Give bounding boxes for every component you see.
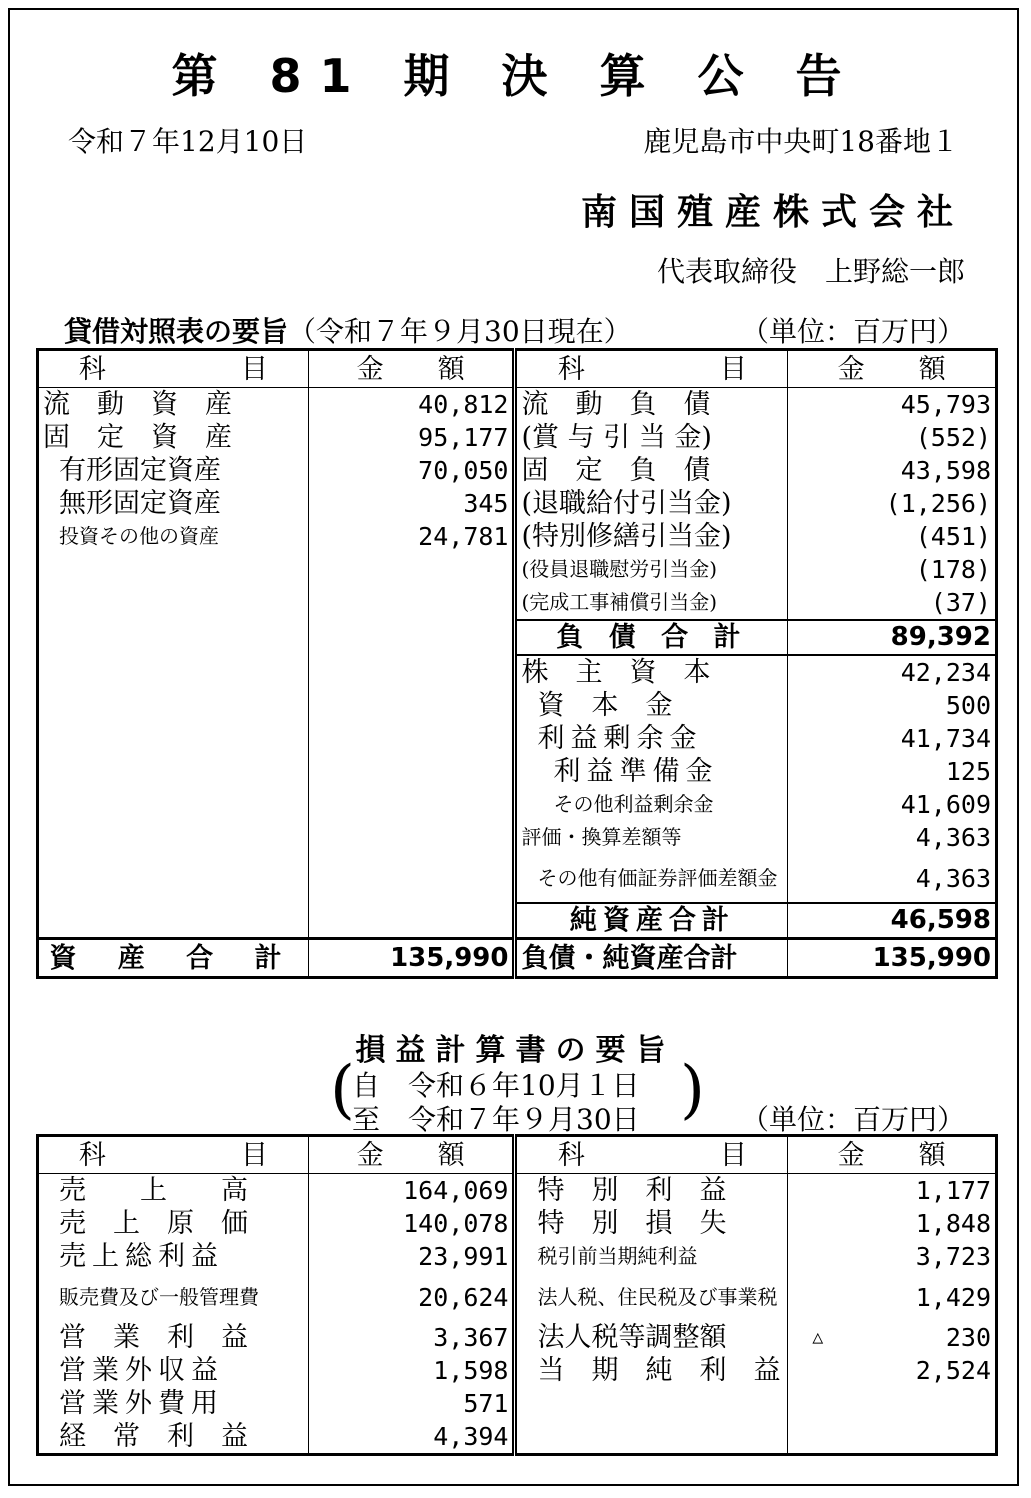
- table-row: [38, 553, 997, 586]
- equity-label: 利益剰余金: [515, 722, 788, 755]
- liability-label: (退職給付引当金): [515, 487, 788, 520]
- pl-right-label: 特 別 利 益: [515, 1174, 788, 1208]
- empty-cell: [308, 722, 515, 755]
- pl-col-amount-left: 金 額: [308, 1136, 515, 1174]
- empty-cell: [38, 655, 309, 689]
- empty-cell: [38, 722, 309, 755]
- liability-value: (552): [788, 421, 997, 454]
- empty-cell: [515, 1387, 788, 1420]
- empty-cell: [38, 755, 309, 788]
- equity-label: その他有価証券評価差額金: [515, 854, 788, 903]
- empty-cell: [38, 553, 309, 586]
- empty-cell: [38, 689, 309, 722]
- liability-total-value: 89,392: [788, 620, 997, 655]
- pl-left-value: 23,991: [308, 1240, 515, 1273]
- liability-label: (特別修繕引当金): [515, 520, 788, 553]
- right-paren: ): [680, 1053, 705, 1127]
- pl-left-label: 売 上 原 価: [38, 1207, 309, 1240]
- bs-unit: （単位：百万円）: [740, 315, 965, 348]
- asset-value: 40,812: [308, 388, 515, 422]
- pl-right-value-number: 230: [945, 1323, 991, 1352]
- pl-right-value: 2,524: [788, 1354, 997, 1387]
- table-row: [38, 939, 997, 978]
- empty-cell: [788, 1420, 997, 1455]
- table-row: [38, 620, 997, 655]
- table-row: [38, 1174, 997, 1208]
- pl-left-label: 売上総利益: [38, 1240, 309, 1273]
- table-row: [38, 903, 997, 939]
- pl-right-label: 当 期 純 利 益: [515, 1354, 788, 1387]
- asset-value: 70,050: [308, 454, 515, 487]
- liability-value: 45,793: [788, 388, 997, 422]
- notice-title: 第 81 期 決 算 公 告: [171, 49, 860, 103]
- income-statement-table: [36, 1134, 998, 1456]
- pl-period-from: 自 令和６年10月１日: [352, 1069, 640, 1102]
- liability-value: (37): [788, 586, 997, 620]
- equity-value: 4,363: [788, 854, 997, 903]
- liability-value: 43,598: [788, 454, 997, 487]
- pl-left-value: 3,367: [308, 1321, 515, 1354]
- pl-col-item-right: 科 目: [515, 1136, 788, 1174]
- pl-left-value: 4,394: [308, 1420, 515, 1455]
- pl-left-label: 営業外費用: [38, 1387, 309, 1420]
- pl-left-value: 1,598: [308, 1354, 515, 1387]
- table-row: [38, 1354, 997, 1387]
- empty-cell: [308, 821, 515, 854]
- empty-cell: [308, 854, 515, 903]
- asset-value: 95,177: [308, 421, 515, 454]
- asset-value: 345: [308, 487, 515, 520]
- asset-total-value: 135,990: [308, 939, 515, 978]
- empty-cell: [38, 788, 309, 821]
- notice-date: 令和７年12月10日: [68, 125, 308, 158]
- pl-right-value: [788, 1321, 997, 1354]
- equity-value: 500: [788, 689, 997, 722]
- empty-cell: [38, 854, 309, 903]
- liability-value: (178): [788, 553, 997, 586]
- table-row: [38, 520, 997, 553]
- company-address: 鹿児島市中央町18番地１: [643, 125, 959, 158]
- liability-value: (1,256): [788, 487, 997, 520]
- triangle-mark: △: [812, 1327, 824, 1348]
- empty-cell: [38, 903, 309, 939]
- pl-header-row: [38, 1136, 997, 1174]
- empty-cell: [515, 1420, 788, 1455]
- representative: 代表取締役 上野総一郎: [656, 255, 965, 288]
- liability-label: (役員退職慰労引当金): [515, 553, 788, 586]
- table-row: [38, 1420, 997, 1455]
- balance-sheet-table: [36, 348, 998, 979]
- liability-label: 固 定 負 債: [515, 454, 788, 487]
- bs-col-amount-left: 金 額: [308, 350, 515, 388]
- bs-col-amount-right: 金 額: [788, 350, 997, 388]
- asset-label: 流 動 資 産: [38, 388, 309, 422]
- bs-heading: [64, 310, 632, 350]
- pl-unit: （単位：百万円）: [740, 1103, 965, 1136]
- equity-label: 利益準備金: [515, 755, 788, 788]
- pl-left-label: 営業外収益: [38, 1354, 309, 1387]
- pl-left-label: 営 業 利 益: [38, 1321, 309, 1354]
- asset-value: 24,781: [308, 520, 515, 553]
- empty-cell: [308, 620, 515, 655]
- liability-value: (451): [788, 520, 997, 553]
- table-row: [38, 788, 997, 821]
- empty-cell: [308, 903, 515, 939]
- equity-value: 125: [788, 755, 997, 788]
- empty-cell: [308, 689, 515, 722]
- table-row: [38, 1321, 997, 1354]
- table-row: [38, 586, 997, 620]
- table-row: [38, 454, 997, 487]
- pl-right-value: 1,177: [788, 1174, 997, 1208]
- bs-title: 貸借対照表の要旨: [64, 315, 289, 348]
- table-row: [38, 821, 997, 854]
- asset-label: 投資その他の資産: [38, 520, 309, 553]
- empty-cell: [308, 655, 515, 689]
- pl-right-label: 法人税等調整額: [515, 1321, 788, 1354]
- equity-value: 4,363: [788, 821, 997, 854]
- pl-right-value: 1,429: [788, 1273, 997, 1321]
- empty-cell: [308, 553, 515, 586]
- liability-label: (賞 与 引 当 金): [515, 421, 788, 454]
- table-row: [38, 689, 997, 722]
- equity-label: 評価・換算差額等: [515, 821, 788, 854]
- pl-left-label: 販売費及び一般管理費: [38, 1273, 309, 1321]
- equity-total-label: 純資産合計: [515, 903, 788, 939]
- asset-label: 有形固定資産: [38, 454, 309, 487]
- equity-label: 株 主 資 本: [515, 655, 788, 689]
- table-row: [38, 487, 997, 520]
- equity-label: その他利益剰余金: [515, 788, 788, 821]
- equity-total-value: 46,598: [788, 903, 997, 939]
- equity-value: 42,234: [788, 655, 997, 689]
- pl-left-value: 164,069: [308, 1174, 515, 1208]
- pl-col-item-left: 科 目: [38, 1136, 309, 1174]
- bs-col-item-right: 科 目: [515, 350, 788, 388]
- empty-cell: [308, 788, 515, 821]
- empty-cell: [38, 620, 309, 655]
- table-row: [38, 854, 997, 903]
- empty-cell: [788, 1387, 997, 1420]
- pl-left-value: 140,078: [308, 1207, 515, 1240]
- pl-right-label: 税引前当期純利益: [515, 1240, 788, 1273]
- table-row: [38, 722, 997, 755]
- pl-left-label: 経 常 利 益: [38, 1420, 309, 1455]
- equity-value: 41,609: [788, 788, 997, 821]
- table-row: [38, 655, 997, 689]
- asset-label: 無形固定資産: [38, 487, 309, 520]
- pl-left-value: 20,624: [308, 1273, 515, 1321]
- table-row: [38, 1240, 997, 1273]
- liability-total-label: 負 債 合 計: [515, 620, 788, 655]
- bs-asof: （令和７年９月30日現在）: [288, 315, 632, 348]
- bs-col-item-left: 科 目: [38, 350, 309, 388]
- liability-label: (完成工事補償引当金): [515, 586, 788, 620]
- pl-right-label: 法人税、住民税及び事業税: [515, 1273, 788, 1321]
- pl-period-to: 至 令和７年９月30日: [352, 1103, 640, 1136]
- left-paren: (: [330, 1053, 355, 1127]
- table-row: [38, 1207, 997, 1240]
- company-name: 南国殖産株式会社: [580, 192, 965, 233]
- liab-equity-total-label: 負債・純資産合計: [515, 939, 788, 978]
- table-row: [38, 421, 997, 454]
- table-row: [38, 1273, 997, 1321]
- table-row: [38, 1387, 997, 1420]
- empty-cell: [308, 755, 515, 788]
- pl-right-label: 特 別 損 失: [515, 1207, 788, 1240]
- pl-right-value: 3,723: [788, 1240, 997, 1273]
- asset-total-label: 資 産 合 計: [38, 939, 309, 978]
- table-row: [38, 388, 997, 422]
- empty-cell: [308, 586, 515, 620]
- liability-label: 流 動 負 債: [515, 388, 788, 422]
- bs-header-row: [38, 350, 997, 388]
- asset-label: 固 定 資 産: [38, 421, 309, 454]
- pl-col-amount-right: 金 額: [788, 1136, 997, 1174]
- pl-right-value: 1,848: [788, 1207, 997, 1240]
- empty-cell: [38, 586, 309, 620]
- liab-equity-total-value: 135,990: [788, 939, 997, 978]
- pl-heading: 損益計算書の要旨: [355, 1033, 676, 1068]
- pl-left-label: 売 上 高: [38, 1174, 309, 1208]
- pl-left-value: 571: [308, 1387, 515, 1420]
- empty-cell: [38, 821, 309, 854]
- equity-value: 41,734: [788, 722, 997, 755]
- table-row: [38, 755, 997, 788]
- equity-label: 資 本 金: [515, 689, 788, 722]
